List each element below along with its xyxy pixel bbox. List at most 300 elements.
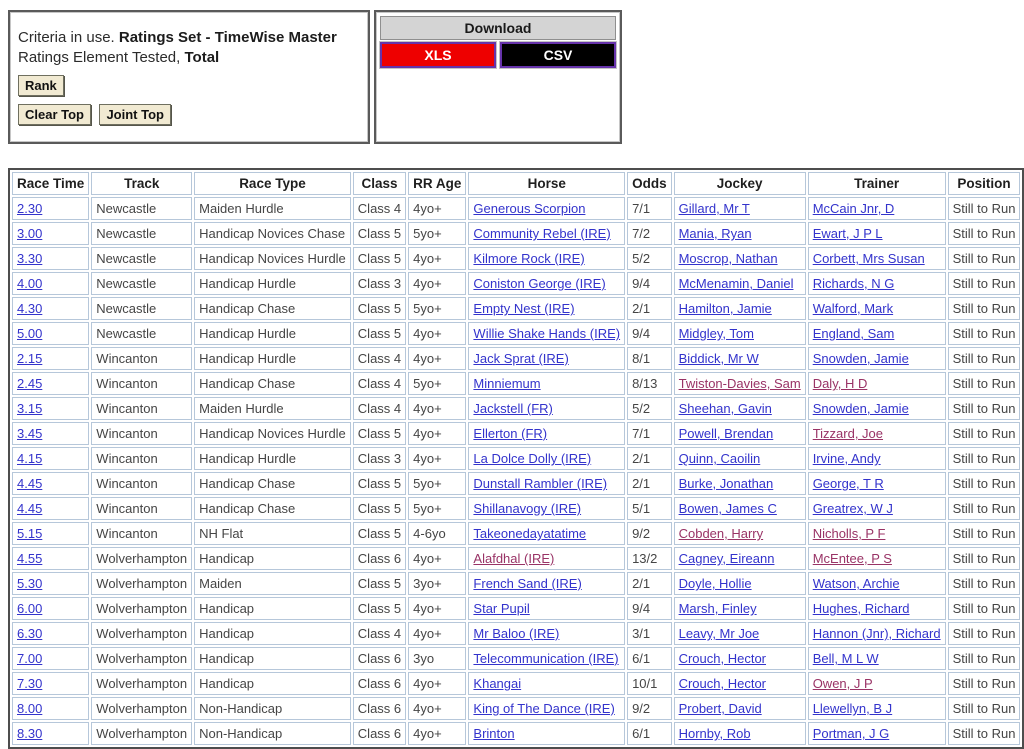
race-time-link[interactable]: 3.00 [17, 226, 43, 241]
race-time-link[interactable]: 5.30 [17, 576, 43, 591]
race-row [12, 472, 1020, 495]
race-type-cell: Handicap Novices Chase [194, 222, 351, 245]
race-row [12, 622, 1020, 645]
odds-cell: 9/2 [627, 697, 672, 720]
horse-link[interactable]: Alafdhal (IRE) [473, 551, 555, 566]
race-row [12, 447, 1020, 470]
odds-cell: 5/2 [627, 397, 672, 420]
race-row [12, 222, 1020, 245]
race-time-link[interactable]: 8.30 [17, 726, 43, 741]
track-cell: Wolverhampton [91, 672, 192, 695]
race-type-cell: Handicap [194, 647, 351, 670]
rank-button-row [18, 75, 360, 96]
rr-age-cell: 5yo+ [408, 222, 466, 245]
race-time-cell [12, 347, 89, 370]
col-header-race-time: Race Time [12, 172, 89, 195]
horse-link[interactable]: Mr Baloo (IRE) [473, 626, 560, 641]
race-time-cell [12, 622, 89, 645]
jockey-cell [674, 297, 806, 320]
horse-link[interactable]: Community Rebel (IRE) [473, 226, 611, 241]
top-area [8, 10, 1016, 144]
horse-link[interactable]: Star Pupil [473, 601, 530, 616]
trainer-link[interactable]: Portman, J G [812, 726, 890, 741]
horse-cell [468, 222, 625, 245]
trainer-cell [808, 372, 946, 395]
race-time-cell [12, 247, 89, 270]
race-time-link[interactable]: 5.15 [17, 526, 43, 541]
race-type-cell: Handicap Hurdle [194, 272, 351, 295]
odds-cell: 6/1 [627, 647, 672, 670]
trainer-link[interactable]: Snowden, Jamie [812, 351, 909, 366]
race-time-link[interactable]: 2.30 [17, 201, 43, 216]
rr-age-cell: 4yo+ [408, 322, 466, 345]
jockey-cell [674, 322, 806, 345]
race-type-cell: Maiden Hurdle [194, 397, 351, 420]
horse-cell [468, 297, 625, 320]
trainer-link[interactable]: Tizzard, Joe [812, 426, 884, 441]
position-cell: Still to Run [948, 572, 1021, 595]
track-cell: Wincanton [91, 347, 192, 370]
jockey-link[interactable]: Powell, Brendan [678, 426, 774, 441]
trainer-link[interactable]: Owen, J P [812, 676, 873, 691]
rr-age-cell: 5yo+ [408, 472, 466, 495]
jockey-link[interactable]: Crouch, Hector [678, 651, 767, 666]
race-type-cell: Handicap Chase [194, 297, 351, 320]
track-cell: Wincanton [91, 372, 192, 395]
races-table-head [12, 172, 1020, 195]
rr-age-cell: 4yo+ [408, 272, 466, 295]
race-time-cell [12, 447, 89, 470]
horse-cell [468, 522, 625, 545]
position-cell: Still to Run [948, 222, 1021, 245]
position-cell: Still to Run [948, 347, 1021, 370]
trainer-cell [808, 672, 946, 695]
trainer-cell [808, 522, 946, 545]
jockey-link[interactable]: Probert, David [678, 701, 762, 716]
jockey-link[interactable]: Twiston-Davies, Sam [678, 376, 801, 391]
col-header-trainer: Trainer [808, 172, 946, 195]
race-type-cell: Handicap Chase [194, 372, 351, 395]
joint-top-button[interactable]: Joint Top [99, 104, 171, 125]
jockey-cell [674, 372, 806, 395]
rr-age-cell: 5yo+ [408, 297, 466, 320]
jockey-link[interactable]: Bowen, James C [678, 501, 777, 516]
race-time-link[interactable]: 5.00 [17, 326, 43, 341]
trainer-link[interactable]: Hannon (Jnr), Richard [812, 626, 941, 641]
track-cell: Newcastle [91, 322, 192, 345]
race-time-link[interactable]: 7.00 [17, 651, 43, 666]
trainer-link[interactable]: Llewellyn, B J [812, 701, 893, 716]
race-time-cell [12, 597, 89, 620]
odds-cell: 9/4 [627, 597, 672, 620]
jockey-cell [674, 272, 806, 295]
header-row [12, 172, 1020, 195]
class-cell: Class 6 [353, 547, 406, 570]
race-type-cell: Handicap Chase [194, 497, 351, 520]
criteria-panel [8, 10, 370, 144]
race-row [12, 372, 1020, 395]
trainer-link[interactable]: Corbett, Mrs Susan [812, 251, 925, 266]
jockey-cell [674, 497, 806, 520]
horse-link[interactable]: Generous Scorpion [473, 201, 586, 216]
race-time-cell [12, 697, 89, 720]
jockey-cell [674, 722, 806, 745]
class-cell: Class 4 [353, 372, 406, 395]
jockey-link[interactable]: Sheehan, Gavin [678, 401, 772, 416]
horse-cell [468, 472, 625, 495]
jockey-cell [674, 597, 806, 620]
horse-link[interactable]: Jack Sprat (IRE) [473, 351, 569, 366]
odds-cell: 2/1 [627, 472, 672, 495]
jockey-link[interactable]: Mania, Ryan [678, 226, 752, 241]
class-cell: Class 5 [353, 247, 406, 270]
download-csv-button[interactable]: CSV [500, 42, 616, 68]
race-time-link[interactable]: 4.30 [17, 301, 43, 316]
odds-cell: 2/1 [627, 447, 672, 470]
jockey-link[interactable]: Quinn, Caoilin [678, 451, 761, 466]
class-cell: Class 5 [353, 472, 406, 495]
jockey-cell [674, 522, 806, 545]
trainer-cell [808, 472, 946, 495]
odds-cell: 9/4 [627, 272, 672, 295]
horse-link[interactable]: Kilmore Rock (IRE) [473, 251, 585, 266]
race-type-cell: Handicap [194, 672, 351, 695]
jockey-cell [674, 647, 806, 670]
race-time-link[interactable]: 4.55 [17, 551, 43, 566]
race-time-link[interactable]: 2.15 [17, 351, 43, 366]
jockey-link[interactable]: Crouch, Hector [678, 676, 767, 691]
trainer-link[interactable]: McEntee, P S [812, 551, 892, 566]
race-time-cell [12, 572, 89, 595]
trainer-link[interactable]: Ewart, J P L [812, 226, 883, 241]
jockey-link[interactable]: Burke, Jonathan [678, 476, 774, 491]
download-title: Download [380, 16, 616, 40]
track-cell: Wincanton [91, 447, 192, 470]
position-cell: Still to Run [948, 522, 1021, 545]
trainer-cell [808, 622, 946, 645]
race-time-cell [12, 422, 89, 445]
race-time-link[interactable]: 6.00 [17, 601, 43, 616]
horse-cell [468, 647, 625, 670]
trainer-link[interactable]: Watson, Archie [812, 576, 900, 591]
odds-cell: 7/1 [627, 197, 672, 220]
race-time-cell [12, 272, 89, 295]
position-cell: Still to Run [948, 372, 1021, 395]
horse-cell [468, 322, 625, 345]
class-cell: Class 5 [353, 522, 406, 545]
top-buttons-row [18, 104, 360, 125]
horse-link[interactable]: Takeonedayatatime [473, 526, 587, 541]
class-cell: Class 4 [353, 397, 406, 420]
horse-link[interactable]: Ellerton (FR) [473, 426, 548, 441]
race-time-cell [12, 222, 89, 245]
trainer-link[interactable]: George, T R [812, 476, 884, 491]
odds-cell: 2/1 [627, 572, 672, 595]
trainer-link[interactable]: Irvine, Andy [812, 451, 881, 466]
race-row [12, 297, 1020, 320]
race-row [12, 497, 1020, 520]
class-cell: Class 5 [353, 297, 406, 320]
race-row [12, 247, 1020, 270]
track-cell: Newcastle [91, 272, 192, 295]
rr-age-cell: 4-6yo [408, 522, 466, 545]
trainer-cell [808, 397, 946, 420]
race-type-cell: Handicap [194, 597, 351, 620]
horse-link[interactable]: Minniemum [473, 376, 541, 391]
jockey-link[interactable]: Doyle, Hollie [678, 576, 752, 591]
position-cell: Still to Run [948, 622, 1021, 645]
criteria-text [18, 28, 360, 67]
trainer-link[interactable]: Hughes, Richard [812, 601, 910, 616]
race-time-cell [12, 297, 89, 320]
rr-age-cell: 4yo+ [408, 347, 466, 370]
position-cell: Still to Run [948, 397, 1021, 420]
col-header-race-type: Race Type [194, 172, 351, 195]
jockey-cell [674, 447, 806, 470]
odds-cell: 9/4 [627, 322, 672, 345]
track-cell: Wincanton [91, 422, 192, 445]
download-buttons [380, 42, 616, 68]
odds-cell: 5/2 [627, 247, 672, 270]
race-type-cell: Handicap Hurdle [194, 347, 351, 370]
trainer-link[interactable]: Walford, Mark [812, 301, 894, 316]
race-time-link[interactable]: 4.00 [17, 276, 43, 291]
rr-age-cell: 4yo+ [408, 397, 466, 420]
jockey-link[interactable]: Hornby, Rob [678, 726, 751, 741]
horse-link[interactable]: Empty Nest (IRE) [473, 301, 575, 316]
horse-cell [468, 197, 625, 220]
jockey-cell [674, 397, 806, 420]
criteria-ratings-set: Ratings Set - TimeWise Master [118, 29, 337, 46]
horse-cell [468, 397, 625, 420]
race-time-cell [12, 547, 89, 570]
trainer-link[interactable]: Greatrex, W J [812, 501, 893, 516]
position-cell: Still to Run [948, 472, 1021, 495]
odds-cell: 8/1 [627, 347, 672, 370]
trainer-cell [808, 572, 946, 595]
class-cell: Class 5 [353, 322, 406, 345]
position-cell: Still to Run [948, 447, 1021, 470]
horse-link[interactable]: Brinton [473, 726, 515, 741]
race-time-link[interactable]: 2.45 [17, 376, 43, 391]
odds-cell: 13/2 [627, 547, 672, 570]
trainer-cell [808, 347, 946, 370]
race-time-cell [12, 672, 89, 695]
races-table-body [12, 197, 1020, 745]
track-cell: Wincanton [91, 522, 192, 545]
col-header-class: Class [353, 172, 406, 195]
rr-age-cell: 4yo+ [408, 197, 466, 220]
jockey-link[interactable]: Cagney, Eireann [678, 551, 775, 566]
download-xls-button[interactable]: XLS [380, 42, 496, 68]
rr-age-cell: 3yo+ [408, 572, 466, 595]
criteria-prefix: Criteria in use. [18, 29, 119, 46]
class-cell: Class 5 [353, 422, 406, 445]
jockey-link[interactable]: Marsh, Finley [678, 601, 757, 616]
trainer-cell [808, 222, 946, 245]
jockey-cell [674, 622, 806, 645]
class-cell: Class 6 [353, 722, 406, 745]
race-time-cell [12, 522, 89, 545]
race-time-link[interactable]: 6.30 [17, 626, 43, 641]
track-cell: Wolverhampton [91, 572, 192, 595]
jockey-link[interactable]: Biddick, Mr W [678, 351, 759, 366]
horse-link[interactable]: Coniston George (IRE) [473, 276, 606, 291]
horse-cell [468, 597, 625, 620]
rr-age-cell: 4yo+ [408, 722, 466, 745]
trainer-cell [808, 422, 946, 445]
horse-cell [468, 347, 625, 370]
race-time-cell [12, 722, 89, 745]
race-type-cell: Handicap Chase [194, 472, 351, 495]
jockey-cell [674, 422, 806, 445]
track-cell: Wolverhampton [91, 547, 192, 570]
class-cell: Class 4 [353, 622, 406, 645]
race-time-cell [12, 372, 89, 395]
trainer-cell [808, 297, 946, 320]
criteria-total: Total [184, 48, 220, 66]
track-cell: Wolverhampton [91, 697, 192, 720]
horse-link[interactable]: Khangai [473, 676, 522, 691]
col-header-horse: Horse [468, 172, 625, 195]
track-cell: Wolverhampton [91, 722, 192, 745]
rr-age-cell: 4yo+ [408, 247, 466, 270]
class-cell: Class 4 [353, 347, 406, 370]
track-cell: Newcastle [91, 247, 192, 270]
track-cell: Wolverhampton [91, 597, 192, 620]
horse-link[interactable]: French Sand (IRE) [473, 576, 582, 591]
jockey-link[interactable]: Moscrop, Nathan [678, 251, 778, 266]
horse-cell [468, 422, 625, 445]
race-row [12, 322, 1020, 345]
race-row [12, 597, 1020, 620]
jockey-link[interactable]: Leavy, Mr Joe [678, 626, 760, 641]
race-row [12, 572, 1020, 595]
rr-age-cell: 4yo+ [408, 697, 466, 720]
download-panel [374, 10, 622, 144]
race-type-cell: Handicap [194, 547, 351, 570]
race-row [12, 672, 1020, 695]
odds-cell: 6/1 [627, 722, 672, 745]
odds-cell: 8/13 [627, 372, 672, 395]
track-cell: Wincanton [91, 472, 192, 495]
horse-link[interactable]: Shillanavogy (IRE) [473, 501, 582, 516]
position-cell: Still to Run [948, 547, 1021, 570]
odds-cell: 7/1 [627, 422, 672, 445]
trainer-cell [808, 247, 946, 270]
position-cell: Still to Run [948, 597, 1021, 620]
race-type-cell: NH Flat [194, 522, 351, 545]
race-type-cell: Handicap Novices Hurdle [194, 247, 351, 270]
race-time-link[interactable]: 4.15 [17, 451, 43, 466]
race-time-cell [12, 472, 89, 495]
odds-cell: 5/1 [627, 497, 672, 520]
trainer-link[interactable]: Richards, N G [812, 276, 895, 291]
horse-link[interactable]: Jackstell (FR) [473, 401, 553, 416]
trainer-cell [808, 447, 946, 470]
trainer-link[interactable]: England, Sam [812, 326, 895, 341]
position-cell: Still to Run [948, 672, 1021, 695]
position-cell: Still to Run [948, 322, 1021, 345]
trainer-link[interactable]: McCain Jnr, D [812, 201, 895, 216]
class-cell: Class 5 [353, 497, 406, 520]
race-type-cell: Maiden Hurdle [194, 197, 351, 220]
odds-cell: 7/2 [627, 222, 672, 245]
track-cell: Newcastle [91, 297, 192, 320]
col-header-rr-age: RR Age [408, 172, 466, 195]
horse-cell [468, 372, 625, 395]
horse-cell [468, 697, 625, 720]
jockey-cell [674, 247, 806, 270]
race-row [12, 722, 1020, 745]
race-time-link[interactable]: 8.00 [17, 701, 43, 716]
horse-link[interactable]: King of The Dance (IRE) [473, 701, 615, 716]
trainer-cell [808, 697, 946, 720]
race-time-link[interactable]: 3.45 [17, 426, 43, 441]
position-cell: Still to Run [948, 697, 1021, 720]
jockey-cell [674, 572, 806, 595]
race-time-link[interactable]: 4.45 [17, 501, 43, 516]
trainer-cell [808, 547, 946, 570]
clear-top-button[interactable]: Clear Top [18, 104, 91, 125]
race-time-cell [12, 322, 89, 345]
odds-cell: 2/1 [627, 297, 672, 320]
race-time-link[interactable]: 7.30 [17, 676, 43, 691]
race-row [12, 397, 1020, 420]
horse-cell [468, 622, 625, 645]
horse-link[interactable]: La Dolce Dolly (IRE) [473, 451, 592, 466]
position-cell: Still to Run [948, 647, 1021, 670]
race-time-link[interactable]: 3.30 [17, 251, 43, 266]
trainer-link[interactable]: Bell, M L W [812, 651, 879, 666]
horse-cell [468, 247, 625, 270]
race-type-cell: Non-Handicap [194, 697, 351, 720]
race-time-link[interactable]: 3.15 [17, 401, 43, 416]
jockey-cell [674, 472, 806, 495]
position-cell: Still to Run [948, 197, 1021, 220]
trainer-cell [808, 197, 946, 220]
jockey-cell [674, 547, 806, 570]
position-cell: Still to Run [948, 272, 1021, 295]
class-cell: Class 3 [353, 272, 406, 295]
race-type-cell: Maiden [194, 572, 351, 595]
horse-link[interactable]: Telecommunication (IRE) [473, 651, 619, 666]
rr-age-cell: 3yo [408, 647, 466, 670]
horse-cell [468, 547, 625, 570]
jockey-link[interactable]: McMenamin, Daniel [678, 276, 794, 291]
horse-cell [468, 572, 625, 595]
horse-link[interactable]: Willie Shake Hands (IRE) [473, 326, 621, 341]
jockey-cell [674, 672, 806, 695]
trainer-link[interactable]: Nicholls, P F [812, 526, 886, 541]
race-time-link[interactable]: 4.45 [17, 476, 43, 491]
race-row [12, 422, 1020, 445]
rr-age-cell: 5yo+ [408, 497, 466, 520]
rr-age-cell: 4yo+ [408, 547, 466, 570]
jockey-link[interactable]: Gillard, Mr T [678, 201, 750, 216]
rr-age-cell: 4yo+ [408, 447, 466, 470]
trainer-link[interactable]: Daly, H D [812, 376, 868, 391]
horse-link[interactable]: Dunstall Rambler (IRE) [473, 476, 608, 491]
class-cell: Class 6 [353, 647, 406, 670]
jockey-link[interactable]: Cobden, Harry [678, 526, 764, 541]
jockey-cell [674, 347, 806, 370]
trainer-link[interactable]: Snowden, Jamie [812, 401, 909, 416]
jockey-link[interactable]: Midgley, Tom [678, 326, 754, 341]
rank-button[interactable]: Rank [18, 75, 64, 96]
jockey-link[interactable]: Hamilton, Jamie [678, 301, 772, 316]
race-time-cell [12, 397, 89, 420]
